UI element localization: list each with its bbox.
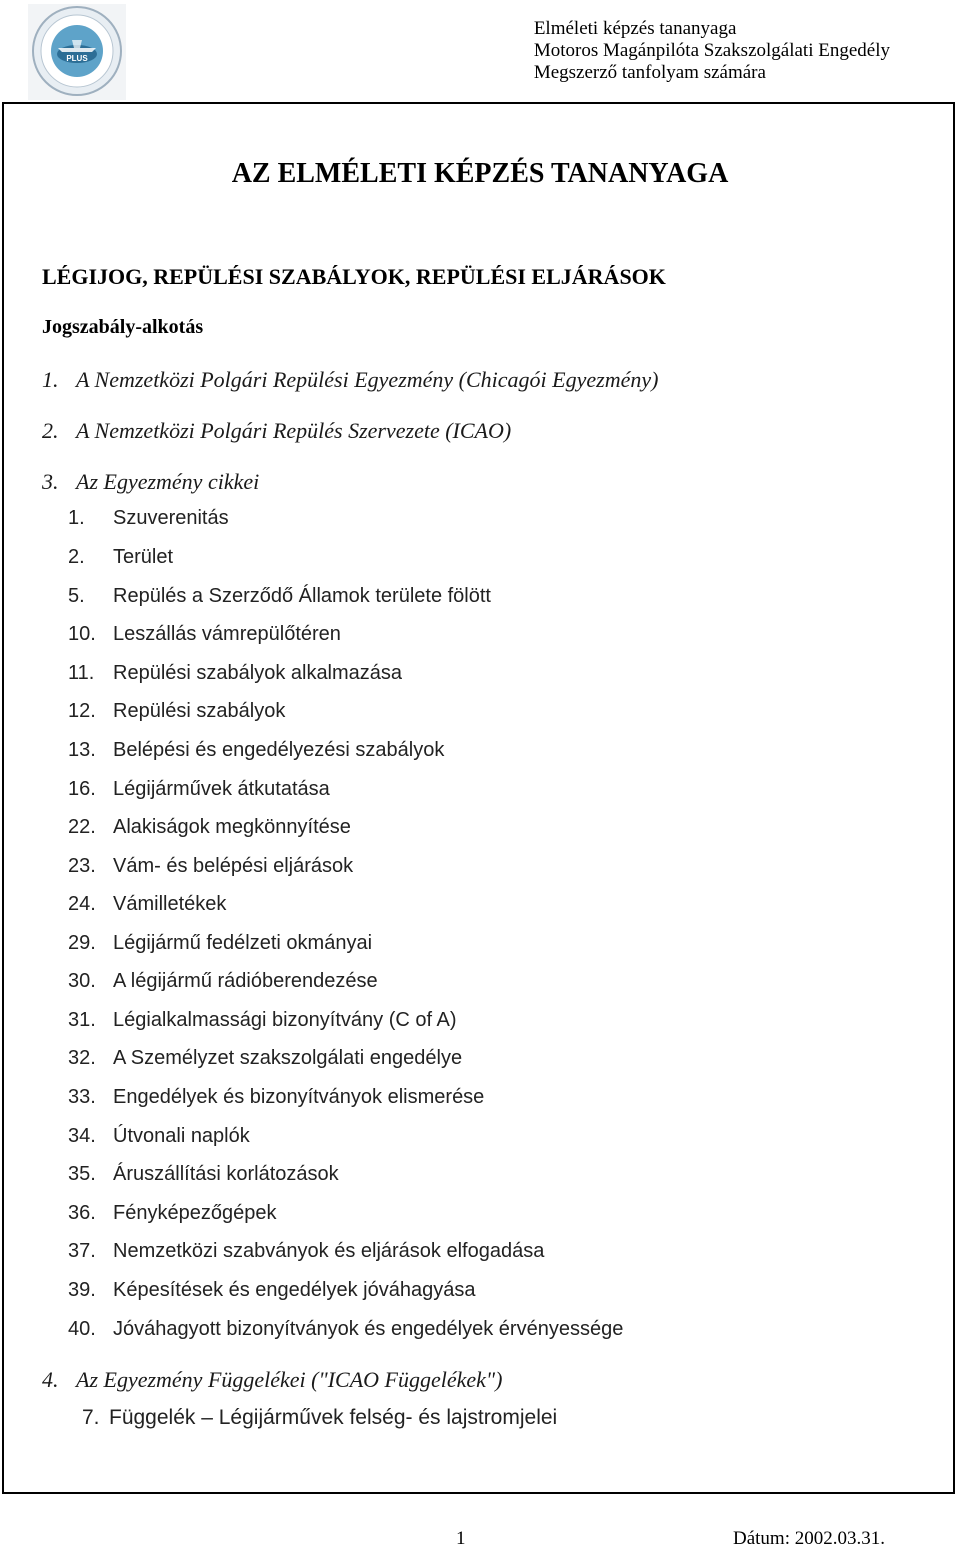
- article-item: [68, 1009, 457, 1032]
- item-number: 37.: [68, 1240, 96, 1262]
- item-number: 2.: [42, 418, 59, 443]
- item-text: Útvonali naplók: [113, 1125, 250, 1147]
- item-text: Áruszállítási korlátozások: [113, 1163, 339, 1185]
- article-item: [68, 700, 285, 723]
- item-text: Légijármű fedélzeti okmányai: [113, 932, 373, 954]
- item-number: 4.: [42, 1367, 59, 1392]
- item-number: 3.: [42, 469, 59, 494]
- item-number: 2.: [68, 546, 85, 568]
- item-number: 10.: [68, 623, 96, 645]
- document-date: Dátum: 2002.03.31.: [733, 1528, 885, 1549]
- header-line-3: Megszerző tanfolyam számára: [533, 62, 766, 83]
- article-item: [68, 855, 353, 878]
- article-item: [68, 546, 173, 569]
- list-item: [42, 418, 511, 444]
- annex-item: [82, 1406, 557, 1430]
- article-item: [68, 1125, 250, 1148]
- item-text: Fényképezőgépek: [113, 1202, 277, 1224]
- item-number: 35.: [68, 1163, 96, 1185]
- item-number: 39.: [68, 1279, 96, 1301]
- item-number: 32.: [68, 1047, 96, 1069]
- section-title: LÉGIJOG, REPÜLÉSI SZABÁLYOK, REPÜLÉSI ELJÁRÁSOK: [42, 264, 666, 289]
- subsection-title: Jogszabály-alkotás: [42, 316, 204, 338]
- item-text: Belépési és engedélyezési szabályok: [113, 739, 445, 761]
- item-text: Repülés a Szerződő Államok területe fölött: [113, 585, 491, 607]
- item-number: 7.: [82, 1406, 100, 1429]
- item-number: 34.: [68, 1125, 96, 1147]
- item-number: 13.: [68, 739, 96, 761]
- article-item: [68, 623, 341, 646]
- list-item: [42, 367, 658, 393]
- item-text: Jóváhagyott bizonyítványok és engedélyek érvényessége: [113, 1318, 624, 1340]
- item-text: Repülési szabályok alkalmazása: [113, 662, 403, 684]
- header-line-2: Motoros Magánpilóta Szakszolgálati Engedély: [533, 40, 890, 61]
- list-item: [42, 469, 259, 495]
- item-number: 16.: [68, 778, 96, 800]
- logo-center-text: PLUS: [66, 54, 88, 63]
- item-number: 33.: [68, 1086, 96, 1108]
- article-item: [68, 1279, 475, 1302]
- item-text: Függelék – Légijárművek felség- és lajstromjelei: [109, 1406, 558, 1429]
- article-item: [68, 585, 491, 608]
- item-number: 24.: [68, 893, 96, 915]
- article-item: [68, 1318, 623, 1341]
- item-number: 1.: [68, 507, 85, 529]
- item-number: 1.: [42, 367, 59, 392]
- article-item: [68, 739, 444, 762]
- article-item: [68, 1086, 484, 1109]
- article-item: [68, 507, 229, 530]
- page-number: 1: [456, 1528, 466, 1549]
- item-text: A Nemzetközi Polgári Repülés Szervezete (ICAO): [76, 418, 512, 443]
- item-text: Légialkalmassági bizonyítvány (C of A): [113, 1009, 457, 1031]
- item-number: 36.: [68, 1202, 96, 1224]
- article-item: [68, 662, 402, 685]
- item-text: Repülési szabályok: [113, 700, 286, 722]
- item-text: Az Egyezmény Függelékei ("ICAO Függelékek"): [76, 1367, 503, 1392]
- article-item: [68, 816, 351, 839]
- page-title: AZ ELMÉLETI KÉPZÉS TANANYAGA: [231, 158, 729, 189]
- article-item: [68, 1163, 339, 1186]
- item-number: 11.: [68, 662, 95, 684]
- item-text: Nemzetközi szabványok és eljárások elfogadása: [113, 1240, 545, 1262]
- list-item: [42, 1367, 503, 1393]
- article-item: [68, 893, 226, 916]
- item-text: A Személyzet szakszolgálati engedélye: [113, 1047, 463, 1069]
- item-text: Az Egyezmény cikkei: [76, 469, 260, 494]
- item-number: 40.: [68, 1318, 96, 1340]
- article-item: [68, 970, 378, 993]
- article-item: [68, 1047, 462, 1070]
- item-text: Alakiságok megkönnyítése: [113, 816, 351, 838]
- item-text: Leszállás vámrepülőtéren: [113, 623, 341, 645]
- item-text: Vám- és belépési eljárások: [113, 855, 354, 877]
- item-number: 31.: [68, 1009, 96, 1031]
- item-text: A légijármű rádióberendezése: [113, 970, 378, 992]
- item-text: A Nemzetközi Polgári Repülési Egyezmény (Chicagói Egyezmény): [76, 367, 659, 392]
- item-text: Vámilletékek: [113, 893, 227, 915]
- article-item: [68, 1240, 544, 1263]
- item-text: Szuverenitás: [113, 507, 229, 529]
- item-text: Légijárművek átkutatása: [113, 778, 330, 800]
- article-item: [68, 932, 372, 955]
- item-number: 29.: [68, 932, 96, 954]
- item-text: Engedélyek és bizonyítványok elismerése: [113, 1086, 485, 1108]
- item-text: Terület: [113, 546, 174, 568]
- item-number: 12.: [68, 700, 96, 722]
- item-number: 22.: [68, 816, 96, 838]
- header-line-1: Elméleti képzés tananyaga: [533, 18, 737, 39]
- article-item: [68, 778, 330, 801]
- item-number: 23.: [68, 855, 96, 877]
- item-number: 5.: [68, 585, 85, 607]
- article-item: [68, 1202, 276, 1225]
- item-text: Képesítések és engedélyek jóváhagyása: [113, 1279, 476, 1301]
- item-number: 30.: [68, 970, 96, 992]
